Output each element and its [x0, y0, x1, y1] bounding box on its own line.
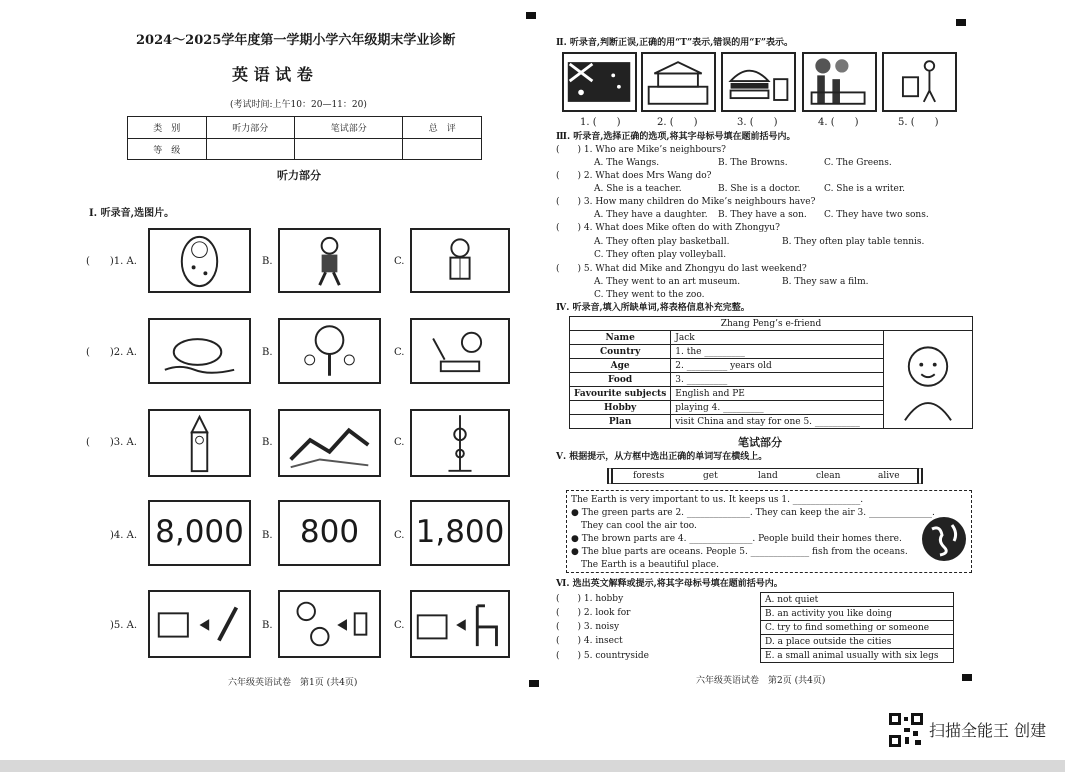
option-c-label: C. — [394, 620, 405, 631]
mc-option[interactable]: A. They have a daughter. — [594, 210, 708, 220]
subject-title: 英 语 试 卷 — [232, 65, 313, 84]
match-question[interactable]: ( ) 5. countryside — [556, 651, 649, 661]
big-ben-picture[interactable] — [148, 409, 251, 477]
section1-title: Ⅰ. 听录音,选图片。 — [89, 208, 175, 219]
q1-label: ( )1. A. — [86, 256, 137, 267]
left-footer: 六年级英语试卷 第1页 (共4页) — [228, 678, 358, 688]
score-cell[interactable] — [295, 139, 403, 160]
score-row-label: 等 级 — [128, 139, 207, 160]
passage-line: The Earth is a beautiful place. — [581, 560, 719, 570]
mc-option[interactable]: C. The Greens. — [824, 158, 892, 168]
registration-mark — [526, 12, 536, 19]
mc-question-2: ( ) 2. What does Mrs Wang do? — [556, 171, 712, 181]
mc-option[interactable]: B. They often play table tennis. — [782, 237, 925, 247]
mc-option[interactable]: C. She is a writer. — [824, 184, 906, 194]
passage-line: They can cool the air too. — [581, 521, 697, 531]
registration-mark — [956, 19, 966, 26]
section4-title: Ⅳ. 听录音,填入所缺单词,将表格信息补充完整。 — [556, 303, 750, 313]
mc-question-1: ( ) 1. Who are Mike’s neighbours? — [556, 145, 727, 155]
option-c-label: C. — [394, 347, 405, 358]
boy-portrait-cell — [884, 331, 973, 429]
definition-item: B. an activity you like doing — [761, 607, 954, 621]
option-b-label: B. — [262, 256, 273, 267]
definition-item: D. a place outside the cities — [761, 635, 954, 649]
efriend-blank-5[interactable]: visit China and stay for one 5. __________ — [671, 415, 884, 429]
judge-answer-5[interactable]: 5. ( ) — [898, 117, 939, 128]
word-option: get — [703, 471, 718, 481]
judge-answer-2[interactable]: 2. ( ) — [657, 117, 698, 128]
efriend-key: Plan — [570, 415, 671, 429]
number-card-c[interactable]: 1,800 — [410, 500, 510, 566]
option-b-label: B. — [262, 347, 273, 358]
boy-walking-picture[interactable] — [278, 228, 381, 293]
earth-globe-icon — [920, 515, 968, 563]
option-c-label: C. — [394, 256, 405, 267]
recycle-bin-picture[interactable] — [882, 52, 957, 112]
option-b-label: B. — [262, 530, 273, 541]
word-box — [607, 468, 923, 484]
efriend-caption: Zhang Peng’s e-friend — [570, 317, 973, 331]
judge-answer-1[interactable]: 1. ( ) — [580, 117, 621, 128]
efriend-table — [569, 316, 973, 429]
turtle-picture[interactable] — [148, 318, 251, 384]
mc-question-3: ( ) 3. How many children do Mike’s neighbours have? — [556, 197, 816, 207]
judge-answer-3[interactable]: 3. ( ) — [737, 117, 778, 128]
definition-item: E. a small animal usually with six legs — [761, 649, 954, 663]
wood-to-chair-picture[interactable] — [410, 590, 510, 658]
right-footer: 六年级英语试卷 第2页 (共4页) — [696, 676, 826, 686]
word-option: alive — [878, 471, 900, 481]
efriend-blank-2[interactable]: 2. _________ years old — [671, 359, 884, 373]
doctor-picture[interactable] — [410, 228, 510, 293]
mc-option[interactable]: C. They have two sons. — [824, 210, 929, 220]
section6-title: Ⅵ. 选出英文解释或提示,将其字母标号填在题前括号内。 — [556, 579, 783, 589]
mc-option[interactable]: A. They often play basketball. — [594, 237, 730, 247]
factory-pollution-picture[interactable] — [802, 52, 877, 112]
scanner-watermark: 扫描全能王 创建 — [929, 721, 1047, 740]
number-card-b[interactable]: 800 — [278, 500, 381, 566]
mc-question-5: ( ) 5. What did Mike and Zhongyu do last weekend? — [556, 264, 807, 274]
efriend-key: Age — [570, 359, 671, 373]
mc-option[interactable]: C. They went to the zoo. — [594, 290, 705, 300]
exam-title: 2024～2025学年度第一学期小学六年级期末学业诊断 — [136, 33, 456, 48]
q5-label: )5. A. — [110, 620, 138, 631]
section2-title: Ⅱ. 听录音,判断正误,正确的用“T”表示,错误的用“F”表示。 — [556, 38, 794, 48]
q2-label: ( )2. A. — [86, 347, 137, 358]
definition-item: C. try to find something or someone — [761, 621, 954, 635]
boy-reading-picture[interactable] — [410, 318, 510, 384]
efriend-key: Name — [570, 331, 671, 345]
score-cell[interactable] — [403, 139, 482, 160]
word-option: forests — [633, 471, 665, 481]
option-c-label: C. — [394, 437, 405, 448]
baby-picture[interactable] — [148, 228, 251, 293]
mc-option[interactable]: B. They saw a film. — [782, 277, 869, 287]
score-table — [127, 116, 482, 160]
kids-tree-picture[interactable] — [278, 318, 381, 384]
efriend-key: Food — [570, 373, 671, 387]
mc-option[interactable]: A. She is a teacher. — [594, 184, 682, 194]
score-header-listening: 听力部分 — [206, 117, 295, 139]
match-question[interactable]: ( ) 4. insect — [556, 636, 623, 646]
efriend-key: Country — [570, 345, 671, 359]
definition-item: A. not quiet — [761, 593, 954, 607]
efriend-blank-1[interactable]: 1. the _________ — [671, 345, 884, 359]
exam-time: (考试时间:上午10：20—11：20) — [230, 100, 367, 110]
efriend-value: Jack — [671, 331, 884, 345]
match-question[interactable]: ( ) 2. look for — [556, 608, 631, 618]
score-header-total: 总 评 — [403, 117, 482, 139]
written-heading: 笔试部分 — [738, 436, 782, 449]
efriend-blank-3[interactable]: 3. _________ — [671, 373, 884, 387]
passage-box — [566, 490, 972, 573]
qr-code-icon — [889, 713, 923, 747]
q4-label: )4. A. — [110, 530, 138, 541]
australia-flag-picture[interactable] — [562, 52, 637, 112]
listening-heading: 听力部分 — [277, 169, 321, 182]
efriend-blank-4[interactable]: playing 4. _________ — [671, 401, 884, 415]
boy-portrait — [884, 332, 972, 428]
great-wall-picture[interactable] — [278, 409, 381, 477]
wood-to-pencil-picture[interactable] — [148, 590, 251, 658]
option-b-label: B. — [262, 437, 273, 448]
match-question[interactable]: ( ) 1. hobby — [556, 594, 624, 604]
apple-to-juice-picture[interactable] — [278, 590, 381, 658]
mc-option[interactable]: B. The Browns. — [718, 158, 788, 168]
q3-label: ( )3. A. — [86, 437, 137, 448]
section5-title: Ⅴ. 根据提示，从方框中选出正确的单词写在横线上。 — [556, 452, 768, 462]
word-option: clean — [816, 471, 841, 481]
passage-line: ● The brown parts are 4. ______________. People build their homes there. — [571, 534, 902, 544]
score-header-written: 笔试部分 — [295, 117, 403, 139]
passage-line: ● The green parts are 2. ______________. They can keep the air 3. ______________. — [571, 508, 935, 518]
passage-line: The Earth is very important to us. It keeps us 1. _______________. — [571, 495, 864, 505]
score-cell[interactable] — [206, 139, 295, 160]
tv-tower-picture[interactable] — [410, 409, 510, 477]
number-card-a[interactable]: 8,000 — [148, 500, 251, 566]
definition-table — [760, 592, 954, 663]
efriend-key: Favourite subjects — [570, 387, 671, 401]
efriend-key: Hobby — [570, 401, 671, 415]
score-header-category: 类 别 — [128, 117, 207, 139]
bottom-bar — [0, 760, 1065, 772]
mc-option[interactable]: A. The Wangs. — [594, 158, 660, 168]
mc-option[interactable]: B. She is a doctor. — [718, 184, 801, 194]
efriend-value: English and PE — [671, 387, 884, 401]
tiananmen-picture[interactable] — [641, 52, 716, 112]
option-c-label: C. — [394, 530, 405, 541]
judge-answer-4[interactable]: 4. ( ) — [818, 117, 859, 128]
mc-option[interactable]: B. They have a son. — [718, 210, 807, 220]
mc-question-4: ( ) 4. What does Mike often do with Zhongyu? — [556, 223, 780, 233]
section3-title: Ⅲ. 听录音,选择正确的选项,将其字母标号填在题前括号内。 — [556, 132, 796, 142]
mc-option[interactable]: C. They often play volleyball. — [594, 250, 727, 260]
registration-mark — [529, 680, 539, 687]
word-option: land — [758, 471, 778, 481]
passage-line: ● The blue parts are oceans. People 5. _____________ fish from the oceans. — [571, 547, 908, 557]
registration-mark — [962, 674, 972, 681]
option-b-label: B. — [262, 620, 273, 631]
match-question[interactable]: ( ) 3. noisy — [556, 622, 620, 632]
mc-option[interactable]: A. They went to an art museum. — [594, 277, 741, 287]
hamburger-milk-picture[interactable] — [721, 52, 796, 112]
